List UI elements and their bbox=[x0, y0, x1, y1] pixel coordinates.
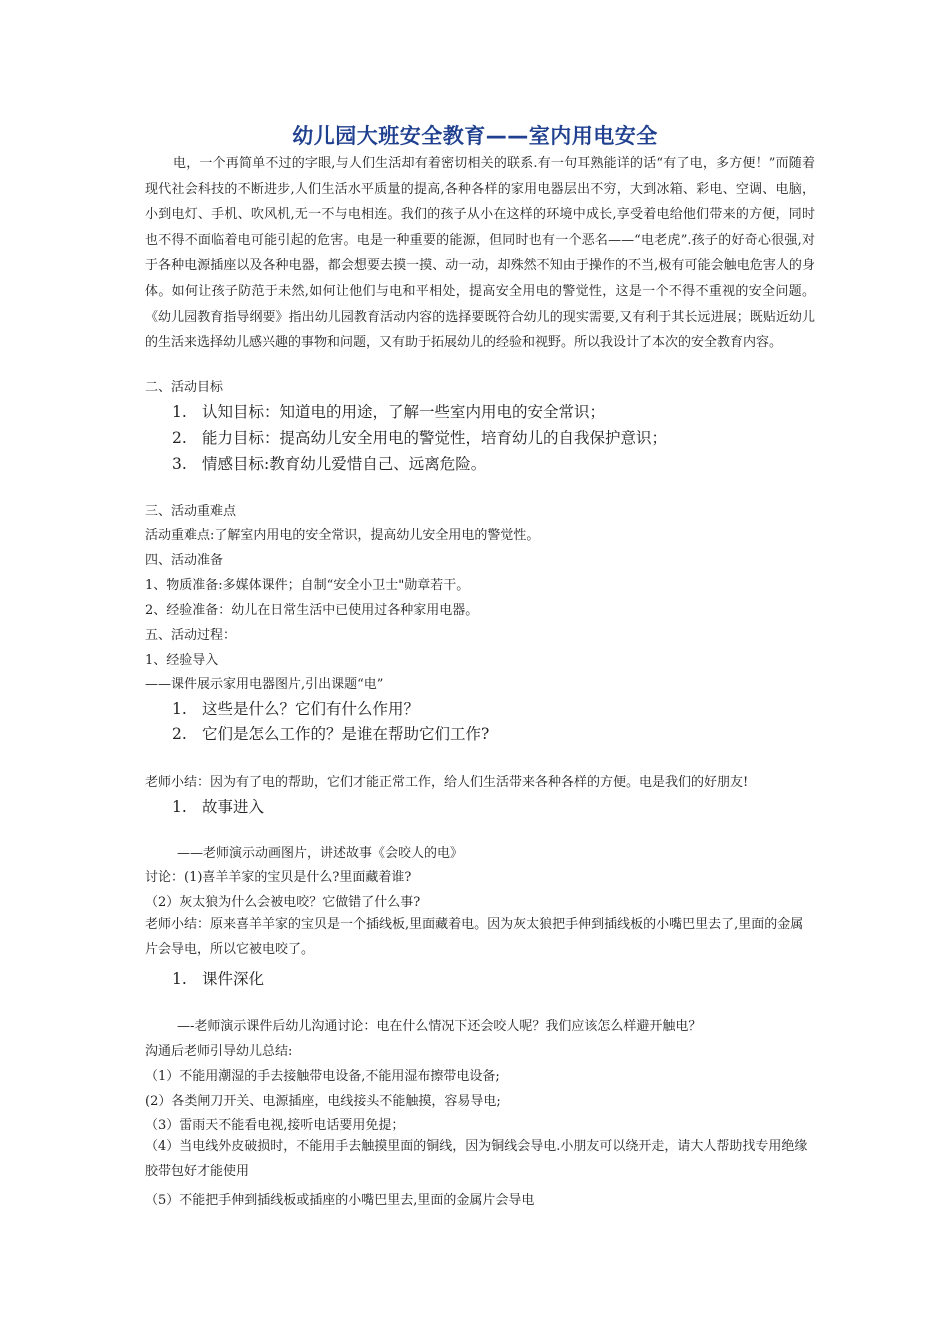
prep-material: 1、物质准备:多媒体课件；自制“安全小卫士"勋章若干。 bbox=[145, 578, 470, 593]
list-text: 情感目标:教育幼儿爱惜自己、远离危险。 bbox=[202, 455, 487, 473]
list-text: 故事进入 bbox=[202, 798, 265, 816]
safety-rule: （3）雷雨天不能看电视,接听电话要用免提； bbox=[145, 1118, 405, 1133]
safety-rule: （4）当电线外皮破损时，不能用手去触摸里面的铜线，因为铜线会导电.小朋友可以绕开走，请大人帮助找专用绝缘胶带包好才能使用 bbox=[145, 1139, 808, 1179]
deepen-heading bbox=[172, 967, 264, 989]
section-heading-prep: 四、活动准备 bbox=[145, 553, 224, 568]
list-text: 这些是什么？它们有什么作用？ bbox=[202, 700, 420, 718]
list-text: 它们是怎么工作的？是谁在帮助它们工作? bbox=[202, 725, 490, 743]
list-number: 2. bbox=[172, 429, 187, 447]
question-item bbox=[172, 722, 489, 744]
list-number: 1. bbox=[172, 798, 187, 816]
prep-experience: 2、经验准备：幼儿在日常生活中已使用过各种家用电器。 bbox=[145, 603, 479, 618]
document-title: 幼儿园大班安全教育——室内用电安全 bbox=[292, 124, 658, 148]
discussion-question: 讨论：(1)喜羊羊家的宝贝是什么?里面藏着谁? bbox=[145, 870, 412, 885]
summary-intro: 沟通后老师引导幼儿总结: bbox=[145, 1044, 293, 1059]
section-heading-goals: 二、活动目标 bbox=[145, 380, 224, 395]
step-heading: 1、经验导入 bbox=[145, 653, 219, 668]
goal-item bbox=[172, 426, 667, 448]
list-number: 1. bbox=[172, 403, 187, 421]
list-text: 能力目标：提高幼儿安全用电的警觉性，培育幼儿的自我保护意识； bbox=[202, 429, 668, 447]
story-heading bbox=[172, 795, 264, 817]
list-number: 3. bbox=[172, 455, 187, 473]
keypoint-text: 活动重难点:了解室内用电的安全常识，提高幼儿安全用电的警觉性。 bbox=[145, 528, 540, 543]
safety-rule: (2）各类闸刀开关、电源插座，电线接头不能触摸，容易导电; bbox=[145, 1094, 501, 1109]
intro-paragraph: 电，一个再简单不过的字眼,与人们生活却有着密切相关的联系.有一句耳熟能详的话“有了电，多方便！”而随着现代社会科技的不断进步,人们生活水平质量的提高,各种各样的家用电器层出不穷，大到冰箱、彩电、空调、电脑，小到电灯、手机、吹风机,无一不与电相连。我们的孩子从小在这样的环境中成长,享受着电给他们带来的方便，同时也不得不面临着电可能引起的危害。电是一种重要的能源，但同时也有一个恶名——“电老虎”.孩子的好奇心很强,对于各种电源插座以及各种电器，都会想要去摸一摸、动一动，却殊然不知由于操作的不当,极有可能会触电危害人的身体。如何让孩子防范于未然,如何让他们与电和平相处，提高安全用电的警觉性，这是一个不得不重视的安全问题。《幼儿园教育指导纲要》指出幼儿园教育活动内容的选择要既符合幼儿的现实需要,又有利于其长远进展；既贴近幼儿的生活来选择幼儿感兴趣的事物和问题，又有助于拓展幼儿的经验和视野。所以我设计了本次的安全教育内容。 bbox=[145, 156, 815, 351]
story-description: ——老师演示动画图片，讲述故事《会咬人的电》 bbox=[177, 846, 464, 861]
safety-rule: （5）不能把手伸到插线板或插座的小嘴巴里去,里面的金属片会导电 bbox=[145, 1193, 535, 1208]
list-number: 2. bbox=[172, 725, 187, 743]
teacher-summary: 老师小结：原来喜羊羊家的宝贝是一个插线板,里面藏着电。因为灰太狼把手伸到插线板的小嘴巴里去了,里面的金属片会导电，所以它被电咬了。 bbox=[145, 917, 804, 957]
goal-item bbox=[172, 452, 486, 474]
safety-rule: （1）不能用潮湿的手去接触带电设备,不能用湿布擦带电设备; bbox=[145, 1069, 500, 1084]
list-number: 1. bbox=[172, 700, 187, 718]
question-item bbox=[172, 697, 419, 719]
section-heading-process: 五、活动过程： bbox=[145, 628, 237, 643]
list-text: 课件深化 bbox=[202, 970, 265, 988]
list-text: 认知目标：知道电的用途，了解一些室内用电的安全常识； bbox=[202, 403, 606, 421]
deepen-description: —-老师演示课件后幼儿沟通讨论：电在什么情况下还会咬人呢？我们应该怎么样避开触电？ bbox=[177, 1019, 702, 1034]
discussion-question: （2）灰太狼为什么会被电咬？它做错了什么事? bbox=[145, 895, 421, 910]
section-heading-keypoints: 三、活动重难点 bbox=[145, 504, 237, 519]
teacher-summary: 老师小结：因为有了电的帮助，它们才能正常工作，给人们生活带来各种各样的方便。电是我们的好朋友! bbox=[145, 775, 749, 790]
list-number: 1. bbox=[172, 970, 187, 988]
goal-item bbox=[172, 400, 605, 422]
step-description: ——课件展示家用电器图片,引出课题“电” bbox=[145, 677, 384, 692]
